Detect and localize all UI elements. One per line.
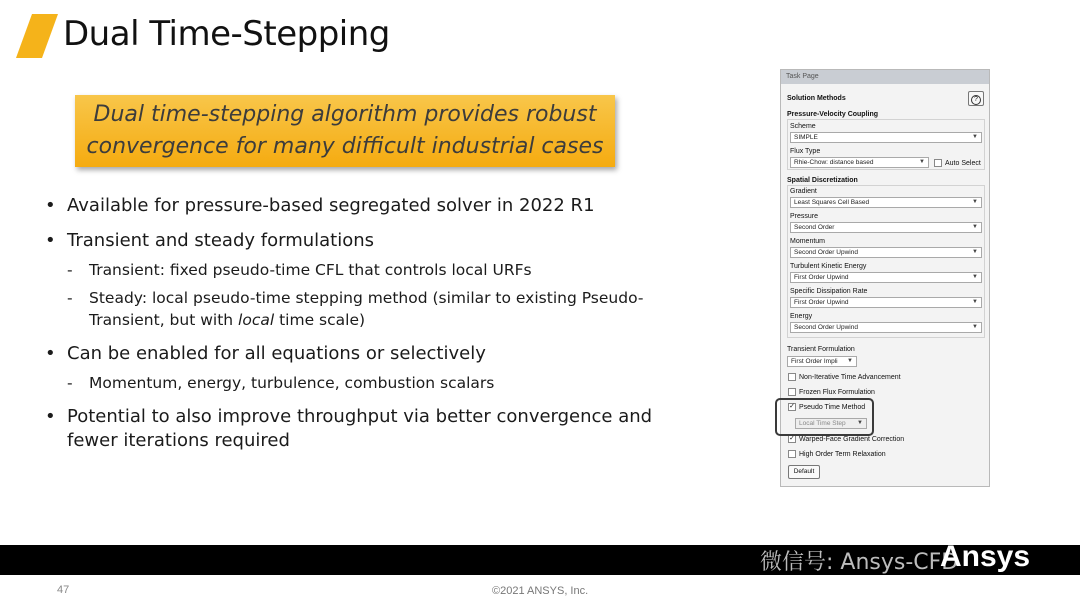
bullet-item: • Available for pressure-based segregated solver in 2022 R1 — [45, 195, 595, 216]
chevron-down-icon: ▼ — [972, 134, 978, 140]
energy-dropdown[interactable]: Second Order Upwind ▼ — [790, 322, 982, 333]
sub-bullet-item: - Steady: local pseudo-time stepping method (similar to existing Pseudo-Transient, but with local time scale) — [67, 289, 644, 329]
chevron-down-icon: ▼ — [972, 199, 978, 205]
gradient-dropdown[interactable]: Least Squares Cell Based ▼ — [790, 197, 982, 208]
sub-bullet-item: - Momentum, energy, turbulence, combustion scalars — [67, 374, 495, 392]
slide-title: Dual Time-Stepping — [63, 14, 390, 54]
bullet-dot-icon: • — [45, 195, 56, 216]
chevron-down-icon: ▼ — [972, 299, 978, 305]
pseudo-time-label: Pseudo Time Method — [799, 404, 866, 411]
auto-select-label: Auto Select — [945, 160, 981, 167]
non-iterative-checkbox[interactable] — [788, 373, 796, 381]
auto-select-checkbox[interactable] — [934, 159, 942, 167]
warped-face-label: Warped-Face Gradient Correction — [799, 436, 905, 443]
pressure-dropdown[interactable]: Second Order ▼ — [790, 222, 982, 233]
callout-box — [75, 95, 615, 167]
flux-type-dropdown[interactable]: Rhie-Chow: distance based ▼ — [790, 157, 929, 168]
high-order-checkbox[interactable] — [788, 450, 796, 458]
panel-title: Solution Methods — [787, 95, 846, 102]
default-button[interactable]: Default — [788, 465, 820, 479]
pseudo-time-dropdown[interactable]: Local Time Step ▼ — [795, 418, 867, 429]
scheme-dropdown[interactable]: SIMPLE ▼ — [790, 132, 982, 143]
flux-type-label: Flux Type — [790, 148, 821, 155]
momentum-label: Momentum — [790, 238, 826, 245]
bullet-dot-icon: • — [45, 406, 56, 427]
frozen-flux-label: Frozen Flux Formulation — [799, 389, 875, 396]
tke-dropdown[interactable]: First Order Upwind ▼ — [790, 272, 982, 283]
bullet-dot-icon: • — [45, 343, 56, 364]
warped-face-checkbox[interactable]: ✓ — [789, 435, 795, 442]
dash-icon: - — [67, 374, 73, 392]
copyright: ©2021 ANSYS, Inc. — [492, 585, 589, 597]
page-number: 47 — [57, 584, 70, 596]
chevron-down-icon: ▼ — [972, 274, 978, 280]
bullet-list — [45, 194, 685, 464]
transient-formulation-dropdown[interactable]: First Order Impli ▼ — [787, 356, 857, 367]
help-icon: ? — [971, 95, 981, 105]
chevron-down-icon: ▼ — [857, 420, 863, 426]
chevron-down-icon: ▼ — [972, 249, 978, 255]
transient-formulation-label: Transient Formulation — [787, 346, 855, 353]
scheme-label: Scheme — [790, 123, 816, 130]
bullet-dot-icon: • — [45, 230, 56, 251]
chevron-down-icon: ▼ — [919, 159, 925, 165]
high-order-label: High Order Term Relaxation — [799, 451, 886, 458]
bullet-item: • Can be enabled for all equations or selectively — [45, 343, 486, 364]
spatial-discretization-label: Spatial Discretization — [787, 177, 858, 184]
frozen-flux-checkbox[interactable] — [788, 388, 796, 396]
momentum-dropdown[interactable]: Second Order Upwind ▼ — [790, 247, 982, 258]
non-iterative-label: Non-Iterative Time Advancement — [799, 374, 901, 381]
energy-label: Energy — [790, 313, 813, 320]
bullet-item: • Transient and steady formulations — [45, 230, 375, 251]
help-button[interactable] — [968, 91, 984, 106]
pressure-label: Pressure — [790, 213, 819, 220]
sdr-label: Specific Dissipation Rate — [790, 288, 868, 295]
chevron-down-icon: ▼ — [972, 324, 978, 330]
bullet-item: • Potential to also improve throughput via better convergence and fewer iterations required — [45, 406, 653, 451]
pseudo-time-highlight-box — [775, 398, 874, 436]
panel-header: Task Page — [781, 70, 989, 84]
gradient-label: Gradient — [790, 188, 817, 195]
dash-icon: - — [67, 289, 73, 307]
chevron-down-icon: ▼ — [847, 358, 853, 364]
watermark-text: 微信号: Ansys-CFD — [760, 549, 959, 575]
dash-icon: - — [67, 261, 73, 279]
tke-label: Turbulent Kinetic Energy — [790, 263, 867, 270]
watermark — [760, 545, 958, 575]
sub-bullet-item: - Transient: fixed pseudo-time CFL that controls local URFs — [67, 261, 532, 279]
title-accent-bar — [16, 14, 58, 58]
pv-coupling-label: Pressure-Velocity Coupling — [787, 111, 879, 118]
chevron-down-icon: ▼ — [972, 224, 978, 230]
pseudo-time-checkbox[interactable]: ✓ — [789, 403, 795, 410]
ansys-logo: Ansys — [940, 540, 1031, 573]
sdr-dropdown[interactable]: First Order Upwind ▼ — [790, 297, 982, 308]
callout-text: Dual time-stepping algorithm provides robust convergence for many difficult industrial cases — [86, 102, 604, 159]
